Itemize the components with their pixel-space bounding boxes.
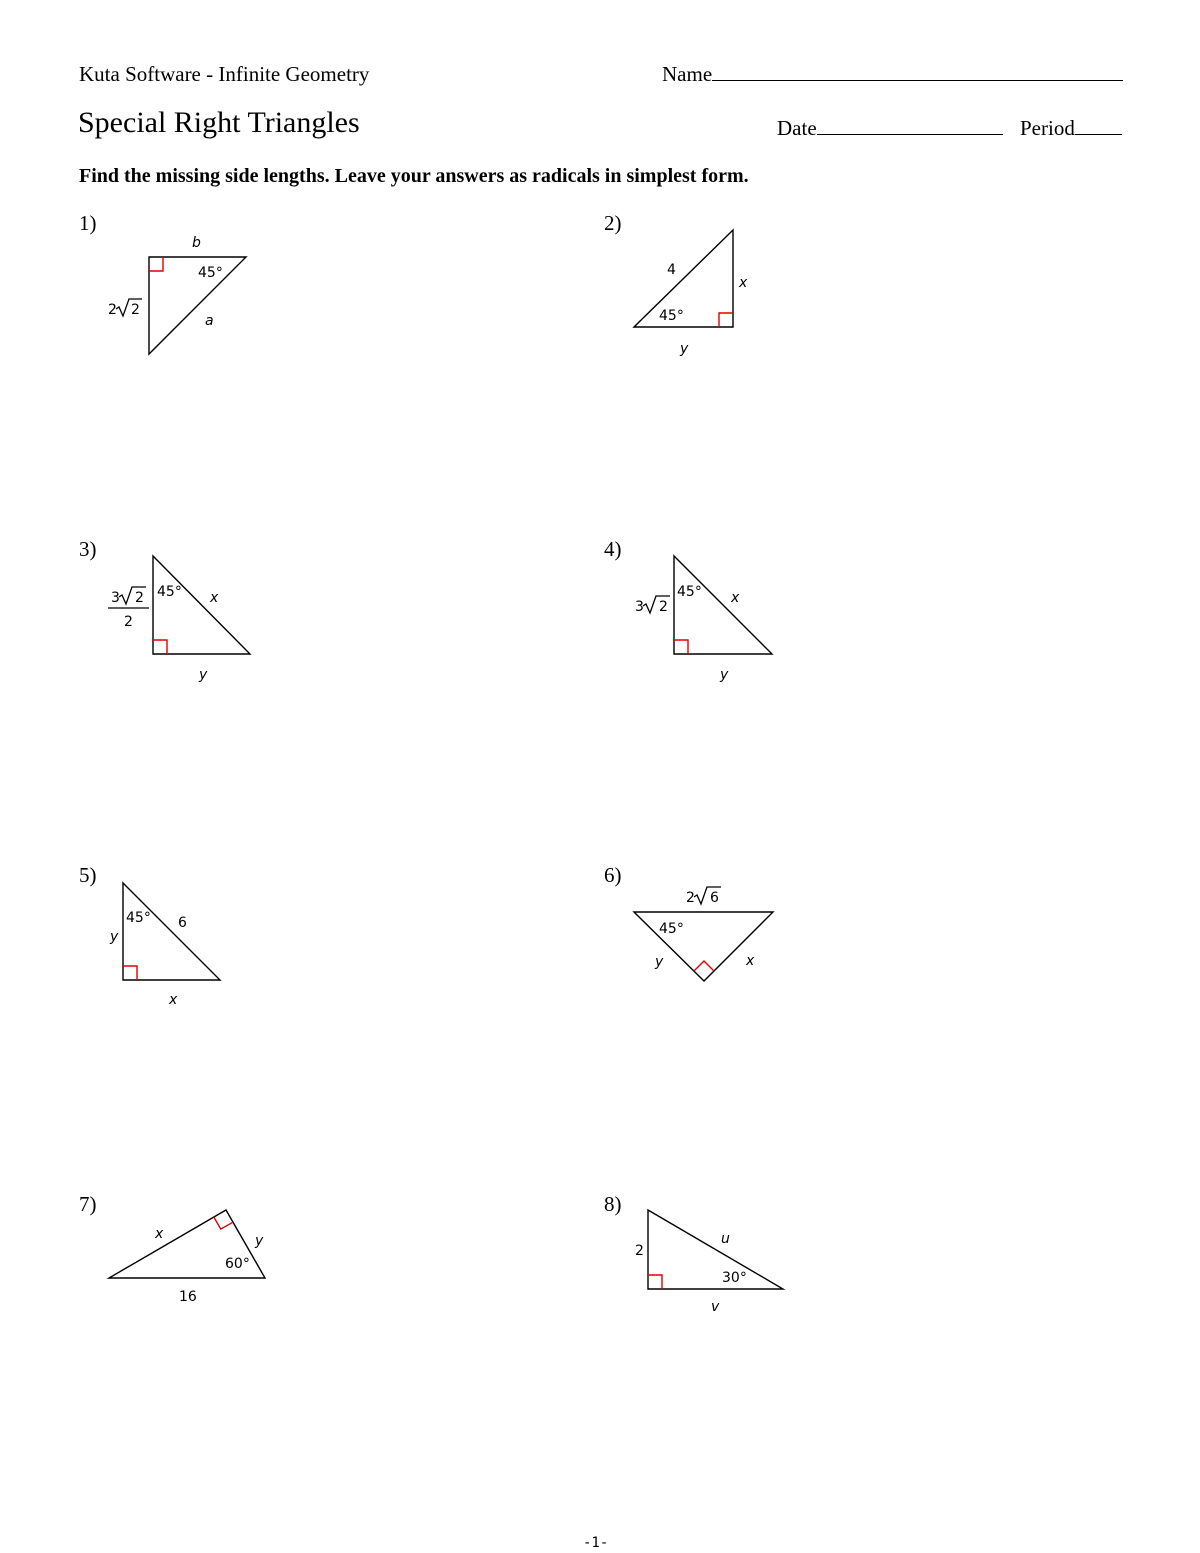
label-x: x [746, 953, 755, 969]
date-label: Date [777, 116, 817, 140]
radicand-1: 2 [131, 302, 140, 318]
name-label: Name [662, 62, 713, 86]
angle-label-7: 60° [225, 1256, 250, 1272]
triangle-8 [648, 1210, 783, 1289]
label-x: x [731, 590, 740, 606]
instructions: Find the missing side lengths. Leave your answers as radicals in simplest form. [79, 165, 749, 187]
angle-label-2: 45° [659, 308, 684, 324]
label-y: y [720, 667, 729, 683]
problem-1-figure [108, 235, 246, 354]
right-angle-mark-8 [648, 1275, 662, 1289]
software-title: Kuta Software - Infinite Geometry [79, 62, 370, 86]
problem-7-number: 7) [79, 1192, 97, 1216]
problem-8-number: 8) [604, 1192, 622, 1216]
label-x: x [739, 275, 748, 291]
label-4: 4 [667, 262, 676, 278]
radicand-3: 2 [135, 590, 144, 606]
period-label: Period [1020, 116, 1075, 140]
radical-coef-4: 3 [635, 599, 644, 615]
right-angle-mark-4 [674, 640, 688, 654]
page-title: Special Right Triangles [78, 106, 360, 139]
triangle-6 [634, 912, 773, 981]
problem-5-number: 5) [79, 863, 97, 887]
problem-8-figure [635, 1210, 783, 1315]
problem-2-figure [634, 230, 748, 357]
radicand-6: 6 [710, 890, 719, 906]
problem-4-number: 4) [604, 537, 622, 561]
right-angle-mark-5 [123, 966, 137, 980]
label-y: y [255, 1233, 264, 1249]
problem-7-figure [109, 1210, 265, 1305]
radicand-4: 2 [659, 599, 668, 615]
angle-label-3: 45° [157, 584, 182, 600]
label-v: v [711, 1299, 720, 1315]
problem-5-figure [109, 883, 220, 1008]
label-16: 16 [179, 1289, 197, 1305]
label-y: y [110, 929, 119, 945]
right-angle-mark-7 [214, 1217, 233, 1229]
right-angle-mark-6 [694, 961, 714, 971]
problem-4-figure [635, 556, 772, 683]
radical-coef-1: 2 [108, 302, 117, 318]
label-2: 2 [635, 1243, 644, 1259]
problem-1-number: 1) [79, 211, 97, 235]
right-angle-mark-2 [719, 313, 733, 327]
page-number: -1- [583, 1535, 609, 1551]
right-angle-mark-3 [153, 640, 167, 654]
problem-6-number: 6) [604, 863, 622, 887]
radical-coef-6: 2 [686, 890, 695, 906]
label-x: x [155, 1226, 164, 1242]
label-b: b [192, 235, 201, 251]
label-u: u [721, 1231, 730, 1247]
angle-label-5: 45° [126, 910, 151, 926]
label-x: x [169, 992, 178, 1008]
right-angle-mark-1 [149, 257, 163, 271]
label-y: y [680, 341, 689, 357]
radical-coef-3: 3 [111, 590, 120, 606]
label-y: y [655, 954, 664, 970]
angle-label-1: 45° [198, 265, 223, 281]
label-y: y [199, 667, 208, 683]
problem-3-number: 3) [79, 537, 97, 561]
problem-3-figure [108, 556, 250, 683]
label-a: a [205, 313, 214, 329]
denominator-3: 2 [124, 614, 133, 630]
angle-label-4: 45° [677, 584, 702, 600]
problem-6-figure [634, 887, 773, 981]
label-6: 6 [178, 915, 187, 931]
problem-2-number: 2) [604, 211, 622, 235]
angle-label-6: 45° [659, 921, 684, 937]
label-x: x [210, 590, 219, 606]
angle-label-8: 30° [722, 1270, 747, 1286]
